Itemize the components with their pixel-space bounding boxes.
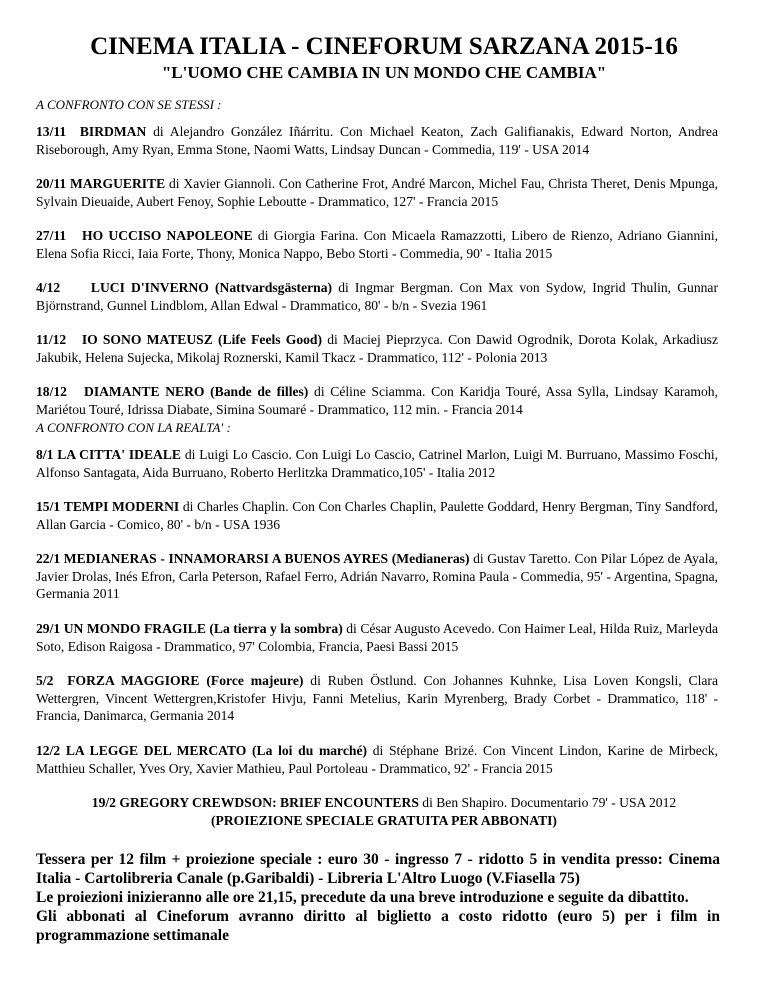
film-date: 8/1 (36, 447, 54, 462)
film-date: 12/2 (36, 743, 61, 758)
film-date: 29/1 (36, 621, 61, 636)
film-date: 27/11 (36, 228, 67, 243)
film-title: LA CITTA' IDEALE (57, 447, 181, 462)
film-details: di Xavier Giannoli. Con Catherine Frot, André Marcon, Michel Fau, Christa Theret, Denis Mpunga, Sylvain Dieuaide, Aubert Fenoy, Sophie Leboutte - Drammatico, 127' - Francia 2015 (36, 176, 719, 209)
film-title: TEMPI MODERNI (63, 499, 180, 514)
film-title: MEDIANERAS - INNAMORARSI A BUENOS AYRES (Medianeras) (63, 551, 470, 566)
page-title: CINEMA ITALIA - CINEFORUM SARZANA 2015-16 (90, 33, 678, 60)
film-title: HO UCCISO NAPOLEONE (82, 228, 253, 243)
film-title: DIAMANTE NERO (Bande de filles) (84, 384, 309, 399)
film-details: di Stéphane Brizé. Con Vincent Lindon, Karine de Mirbeck, Matthieu Schaller, Yves Ory, Xavier Mathieu, Paul Portoleau - Drammatico, 92' - Francia 2015 (36, 743, 718, 776)
film-entry (36, 331, 718, 366)
film-entry (36, 123, 718, 158)
film-details: di Charles Chaplin. Con Con Charles Chaplin, Paulette Goddard, Henry Bergman, Tiny Sandford, Allan Garcia - Comico, 80' - b/n - USA 1936 (36, 499, 718, 532)
special-note: (PROIEZIONE SPECIALE GRATUITA PER ABBONATI) (211, 812, 557, 828)
film-title: BIRDMAN (79, 124, 147, 139)
film-entry (36, 742, 718, 777)
film-date: 13/11 (36, 124, 67, 139)
film-entry (36, 175, 718, 210)
film-details: di Maciej Pieprzyca. Con Dawid Ogrodnik, Dorota Kolak, Arkadiusz Jakubik, Helena Sujecka, Mikolaj Roznerski, Kamil Tkacz - Drammatico, 112' - Polonia 2013 (36, 332, 718, 365)
film-title: LUCI D'INVERNO (Nattvardsgästerna) (90, 280, 333, 295)
special-screening-line (36, 794, 732, 812)
film-entry (36, 620, 718, 655)
film-date: 20/11 (36, 176, 67, 191)
film-details: di Ruben Östlund. Con Johannes Kuhnke, Lisa Loven Kongsli, Clara Wettergren, Vincent Wettergren,Kristofer Hivju, Fanni Metelius, Karin Myrenberg, Brady Corbet - Drammatico, 118' - Francia, Danimarca, Germania 2014 (36, 673, 718, 723)
film-details: di Luigi Lo Cascio. Con Luigi Lo Cascio, Catrinel Marlon, Luigi M. Burruano, Massimo Foschi, Alfonso Santagata, Aida Burruano, Roberto Herlitzka Drammatico,105' - Italia 2012 (36, 447, 718, 480)
film-date: 4/12 (36, 280, 61, 295)
film-details: di Céline Sciamma. Con Karidja Touré, Assa Sylla, Lindsay Karamoh, Mariétou Touré, Idrissa Diabate, Simina Soumaré - Drammatico, 112 min. - Francia 2014 (36, 384, 718, 417)
film-entry (36, 383, 718, 418)
pricing-info: Tessera per 12 film + proiezione speciale : euro 30 - ingresso 7 - ridotto 5 in vendita presso: Cinema Italia - Cartolibreria Canale (p.Garibaldi) - Libreria L'Altro Luogo (V.Fiasella 75) (36, 851, 720, 887)
special-details: di Ben Shapiro. Documentario 79' - USA 2012 (418, 795, 677, 810)
film-entry (36, 550, 718, 603)
film-date: 5/2 (36, 673, 54, 688)
section-heading-self: A CONFRONTO CON SE STESSI : (36, 97, 222, 112)
subscription-info (36, 850, 720, 945)
film-details: di César Augusto Acevedo. Con Haimer Leal, Hilda Ruiz, Marleyda Soto, Edison Raigosa - Drammatico, 97' Colombia, Francia, Paesi Bassi 2015 (36, 621, 718, 654)
film-entry (36, 227, 718, 262)
film-title: UN MONDO FRAGILE (La tierra y la sombra) (63, 621, 343, 636)
schedule-info: Le proiezioni inizieranno alle ore 21,15, precedute da una breve introduzione e seguite da dibattito. (36, 889, 689, 906)
film-details: di Ingmar Bergman. Con Max von Sydow, Ingrid Thulin, Gunnar Björnstrand, Gunnel Lindblom, Allan Edwal - Drammatico, 80' - b/n - Svezia 1961 (36, 280, 718, 313)
subscriber-discount-info: Gli abbonati al Cineforum avranno diritto al biglietto a costo ridotto (euro 5) per i film in programmazione settimanale (36, 908, 720, 944)
film-entry (36, 279, 718, 314)
film-date: 22/1 (36, 551, 61, 566)
page-subtitle: "L'UOMO CHE CAMBIA IN UN MONDO CHE CAMBIA" (161, 63, 607, 82)
special-screening (36, 794, 732, 829)
film-details: di Giorgia Farina. Con Micaela Ramazzotti, Libero de Rienzo, Adriano Giannini, Elena Sofia Ricci, Iaia Forte, Thony, Monica Nappo, Bebo Storti - Commedia, 90' - Italia 2015 (36, 228, 718, 261)
film-entry (36, 498, 718, 533)
film-details: di Gustav Taretto. Con Pilar López de Ayala, Javier Drolas, Inés Efron, Carla Peterson, Rafael Ferro, Adrián Navarro, Romina Paula - Commedia, 95' - Argentina, Spagna, Germania 2011 (36, 551, 718, 601)
film-entry (36, 672, 718, 725)
film-title: FORZA MAGGIORE (Force majeure) (67, 673, 304, 688)
film-title: IO SONO MATEUSZ (Life Feels Good) (81, 332, 323, 347)
film-entry (36, 446, 718, 481)
film-date: 11/12 (36, 332, 67, 347)
film-date: 15/1 (36, 499, 61, 514)
special-date: 19/2 (91, 795, 116, 810)
section-heading-reality: A CONFRONTO CON LA REALTA' : (36, 420, 231, 435)
film-date: 18/12 (36, 384, 67, 399)
film-title: MARGUERITE (70, 176, 166, 191)
film-title: LA LEGGE DEL MERCATO (La loi du marché) (65, 743, 368, 758)
special-title: GREGORY CREWDSON: BRIEF ENCOUNTERS (119, 795, 419, 810)
film-details: di Alejandro González Iñárritu. Con Michael Keaton, Zach Galifianakis, Edward Norton, Andrea Riseborough, Amy Ryan, Emma Stone, Naomi Watts, Lindsay Duncan - Commedia, 119' - USA 2014 (36, 124, 719, 157)
